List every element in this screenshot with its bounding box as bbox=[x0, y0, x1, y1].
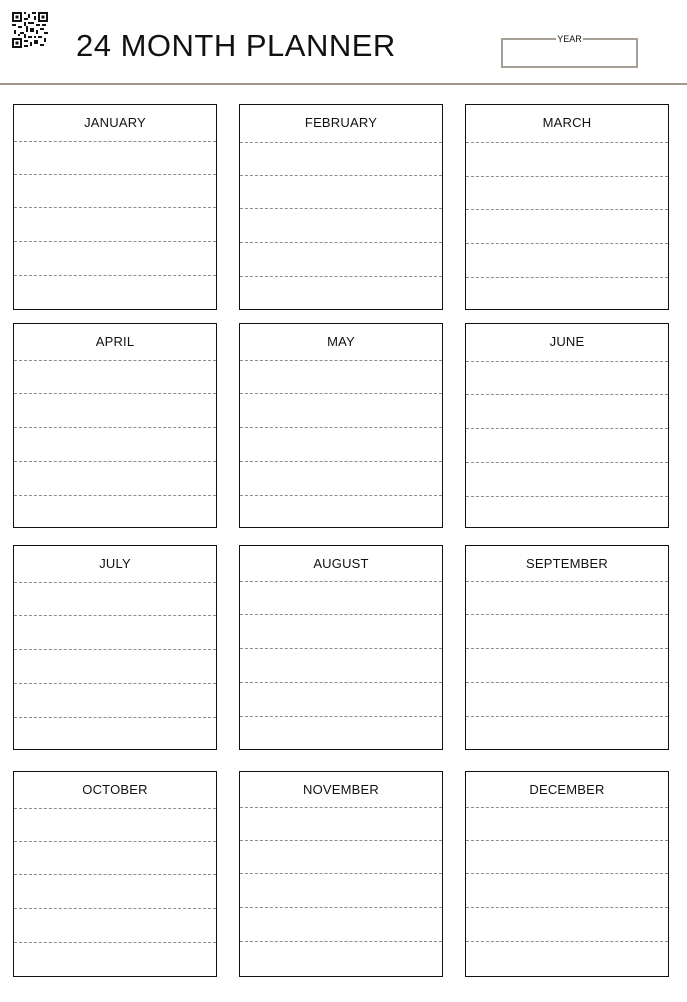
month-box-november[interactable] bbox=[239, 771, 443, 977]
writing-line bbox=[466, 394, 668, 395]
month-box-february[interactable] bbox=[239, 104, 443, 310]
writing-line bbox=[466, 428, 668, 429]
writing-line bbox=[240, 242, 442, 243]
month-box-january[interactable] bbox=[13, 104, 217, 310]
month-label: DECEMBER bbox=[529, 782, 605, 797]
writing-line bbox=[14, 495, 216, 496]
month-label: FEBRUARY bbox=[304, 115, 378, 130]
writing-line bbox=[466, 277, 668, 278]
year-field[interactable] bbox=[501, 34, 638, 68]
month-box-march[interactable] bbox=[465, 104, 669, 310]
writing-line bbox=[466, 807, 668, 808]
month-box-october[interactable] bbox=[13, 771, 217, 977]
writing-line bbox=[240, 716, 442, 717]
month-label: JANUARY bbox=[84, 115, 146, 130]
month-box-august[interactable] bbox=[239, 545, 443, 750]
writing-line bbox=[240, 360, 442, 361]
writing-line bbox=[14, 683, 216, 684]
writing-line bbox=[466, 941, 668, 942]
writing-line bbox=[466, 209, 668, 210]
writing-line bbox=[240, 461, 442, 462]
writing-line bbox=[14, 360, 216, 361]
writing-line bbox=[466, 840, 668, 841]
month-label: APRIL bbox=[95, 334, 135, 349]
month-box-september[interactable] bbox=[465, 545, 669, 750]
writing-line bbox=[240, 175, 442, 176]
writing-line bbox=[240, 682, 442, 683]
month-label: MAY bbox=[327, 334, 355, 349]
month-label: AUGUST bbox=[313, 556, 369, 571]
writing-line bbox=[240, 142, 442, 143]
writing-line bbox=[240, 941, 442, 942]
writing-line bbox=[466, 682, 668, 683]
writing-line bbox=[14, 427, 216, 428]
year-label: YEAR bbox=[557, 34, 582, 44]
writing-line bbox=[466, 581, 668, 582]
writing-line bbox=[240, 873, 442, 874]
header-divider bbox=[0, 83, 687, 85]
writing-line bbox=[240, 393, 442, 394]
writing-line bbox=[14, 808, 216, 809]
month-label: JUNE bbox=[549, 334, 585, 349]
writing-line bbox=[14, 615, 216, 616]
writing-line bbox=[466, 142, 668, 143]
writing-line bbox=[240, 614, 442, 615]
writing-line bbox=[14, 207, 216, 208]
writing-line bbox=[240, 840, 442, 841]
writing-line bbox=[14, 582, 216, 583]
writing-line bbox=[240, 276, 442, 277]
writing-line bbox=[466, 873, 668, 874]
writing-line bbox=[466, 716, 668, 717]
month-label: NOVEMBER bbox=[302, 782, 379, 797]
month-label: SEPTEMBER bbox=[526, 556, 608, 571]
writing-line bbox=[14, 275, 216, 276]
writing-line bbox=[14, 942, 216, 943]
writing-line bbox=[14, 241, 216, 242]
writing-line bbox=[14, 874, 216, 875]
writing-line bbox=[14, 174, 216, 175]
writing-line bbox=[240, 807, 442, 808]
writing-line bbox=[14, 141, 216, 142]
writing-line bbox=[466, 907, 668, 908]
writing-line bbox=[466, 614, 668, 615]
writing-line bbox=[240, 208, 442, 209]
month-label: JULY bbox=[99, 556, 131, 571]
writing-line bbox=[14, 841, 216, 842]
month-box-june[interactable] bbox=[465, 323, 669, 528]
month-box-april[interactable] bbox=[13, 323, 217, 528]
writing-line bbox=[466, 243, 668, 244]
month-label: MARCH bbox=[542, 115, 592, 130]
writing-line bbox=[14, 717, 216, 718]
writing-line bbox=[466, 496, 668, 497]
qr-code-icon bbox=[12, 12, 48, 48]
writing-line bbox=[240, 907, 442, 908]
month-box-december[interactable] bbox=[465, 771, 669, 977]
writing-line bbox=[466, 648, 668, 649]
writing-line bbox=[466, 361, 668, 362]
writing-line bbox=[240, 495, 442, 496]
writing-line bbox=[240, 581, 442, 582]
writing-line bbox=[14, 649, 216, 650]
writing-line bbox=[240, 427, 442, 428]
month-box-july[interactable] bbox=[13, 545, 217, 750]
writing-line bbox=[14, 461, 216, 462]
page-title: 24 MONTH PLANNER bbox=[76, 28, 396, 63]
writing-line bbox=[14, 908, 216, 909]
writing-line bbox=[240, 648, 442, 649]
month-box-may[interactable] bbox=[239, 323, 443, 528]
writing-line bbox=[466, 176, 668, 177]
writing-line bbox=[466, 462, 668, 463]
month-label: OCTOBER bbox=[82, 782, 148, 797]
writing-line bbox=[14, 393, 216, 394]
